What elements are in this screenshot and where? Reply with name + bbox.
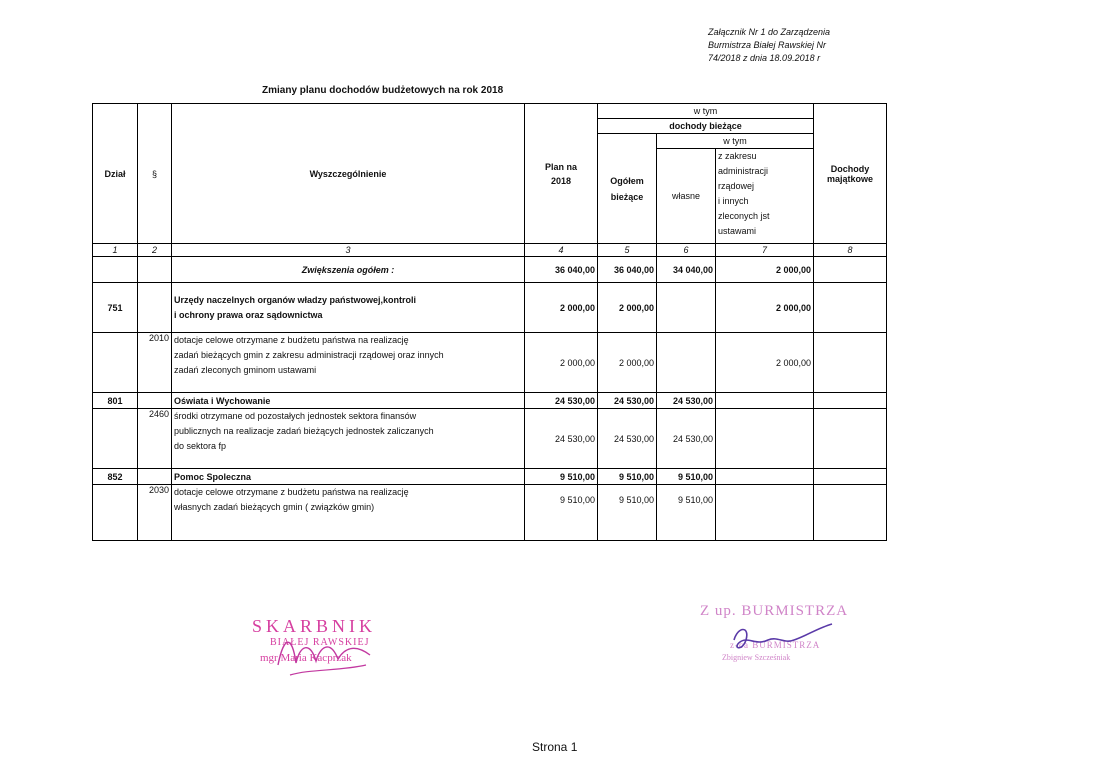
section-name: Oświata i Wychowanie — [172, 393, 525, 409]
header-ogolem-line: Ogółem — [610, 175, 644, 186]
section-zakres — [716, 469, 814, 485]
section-name-line: i ochrony prawa oraz sądownictwa — [174, 309, 323, 320]
paragraph-desc — [172, 333, 525, 393]
header-zakres-line: administracji — [718, 166, 769, 176]
header-ogolem — [598, 134, 657, 244]
page-number: Strona 1 — [532, 740, 578, 754]
header-zakres-line: z zakresu — [718, 151, 757, 161]
paragraph-code: 2030 — [138, 485, 172, 541]
stamp-name: Zbigniew Szcześniak — [722, 653, 791, 662]
header-w-tym: w tym — [598, 104, 814, 119]
paragraph-plan: 2 000,00 — [525, 333, 598, 393]
total-zakres: 2 000,00 — [716, 257, 814, 283]
column-number: 3 — [172, 244, 525, 257]
annex-note — [708, 26, 908, 65]
header-zakres-line: ustawami — [718, 226, 757, 236]
paragraph-majatkowe — [814, 409, 887, 469]
column-number: 1 — [93, 244, 138, 257]
paragraph-code: 2010 — [138, 333, 172, 393]
paragraph-desc-line: zadań bieżących gmin z zakresu administracji rządowej oraz innych — [174, 350, 444, 360]
paragraph-row — [93, 409, 887, 469]
paragraph-ogolem: 9 510,00 — [598, 485, 657, 541]
burmistrz-signature — [728, 618, 838, 658]
annex-note-line: 74/2018 z dnia 18.09.2018 r — [708, 53, 821, 63]
total-ogolem: 36 040,00 — [598, 257, 657, 283]
column-number: 6 — [657, 244, 716, 257]
column-number: 7 — [716, 244, 814, 257]
paragraph-majatkowe — [814, 485, 887, 541]
section-plan: 2 000,00 — [525, 283, 598, 333]
total-row — [93, 257, 887, 283]
paragraph-plan: 9 510,00 — [525, 485, 598, 541]
header-majatkowe-line: majątkowe — [826, 173, 874, 184]
stamp-title: SKARBNIK — [252, 616, 377, 636]
column-number: 4 — [525, 244, 598, 257]
section-plan: 9 510,00 — [525, 469, 598, 485]
paragraph-zakres — [716, 409, 814, 469]
paragraph-desc-line: publicznych na realizacje zadań bieżących jednostek zaliczanych — [174, 426, 434, 436]
stamp-sub: z-ca BURMISTRZA — [730, 640, 821, 650]
total-plan: 36 040,00 — [525, 257, 598, 283]
header-paragraf: § — [138, 104, 172, 244]
paragraph-code: 2460 — [138, 409, 172, 469]
section-wlasne: 9 510,00 — [657, 469, 716, 485]
column-number: 2 — [138, 244, 172, 257]
section-row — [93, 283, 887, 333]
stamp-sub: BIAŁEJ RAWSKIEJ — [270, 637, 370, 648]
header-wlasne: własne — [657, 149, 716, 244]
section-name — [172, 283, 525, 333]
stamp-title: Z up. BURMISTRZA — [700, 603, 849, 619]
header-plan-line: Plan na — [544, 161, 577, 172]
paragraph-majatkowe — [814, 333, 887, 393]
section-ogolem: 9 510,00 — [598, 469, 657, 485]
header-plan-line: 2018 — [550, 175, 572, 186]
header-zakres — [716, 149, 814, 244]
header-ogolem-line: bieżące — [610, 191, 644, 202]
paragraph-zakres: 2 000,00 — [716, 333, 814, 393]
total-majatkowe — [814, 257, 887, 283]
section-dzial: 751 — [93, 283, 138, 333]
paragraph-desc-line: środki otrzymane od pozostałych jednostek sektora finansów — [174, 411, 417, 421]
annex-note-line: Burmistrza Białej Rawskiej Nr — [708, 40, 827, 50]
section-wlasne: 24 530,00 — [657, 393, 716, 409]
budget-table — [92, 103, 887, 541]
section-majatkowe — [814, 393, 887, 409]
section-dzial: 801 — [93, 393, 138, 409]
header-zakres-line: i innych — [718, 196, 749, 206]
header-majatkowe — [814, 104, 887, 244]
paragraph-desc-line: własnych zadań bieżących gmin ( związków gmin) — [174, 502, 375, 512]
paragraph-ogolem: 24 530,00 — [598, 409, 657, 469]
paragraph-row — [93, 333, 887, 393]
paragraph-wlasne: 9 510,00 — [657, 485, 716, 541]
section-ogolem: 2 000,00 — [598, 283, 657, 333]
header-dochody-biezace: dochody bieżące — [598, 119, 814, 134]
column-number: 8 — [814, 244, 887, 257]
section-dzial: 852 — [93, 469, 138, 485]
header-wyszczegolnienie: Wyszczególnienie — [172, 104, 525, 244]
section-name-line: Urzędy naczelnych organów władzy państwowej,kontroli — [174, 294, 417, 305]
paragraph-row — [93, 485, 887, 541]
paragraph-desc — [172, 409, 525, 469]
header-dzial: Dział — [93, 104, 138, 244]
section-majatkowe — [814, 469, 887, 485]
annex-note-line: Załącznik Nr 1 do Zarządzenia — [708, 27, 831, 37]
section-zakres: 2 000,00 — [716, 283, 814, 333]
paragraph-desc-line: dotacje celowe otrzymane z budżetu państwa na realizację — [174, 487, 409, 497]
section-wlasne — [657, 283, 716, 333]
section-zakres — [716, 393, 814, 409]
header-w-tym-2: w tym — [657, 134, 814, 149]
paragraph-wlasne: 24 530,00 — [657, 409, 716, 469]
paragraph-wlasne — [657, 333, 716, 393]
document-title: Zmiany planu dochodów budżetowych na rok 2018 — [262, 85, 504, 96]
paragraph-plan: 24 530,00 — [525, 409, 598, 469]
section-ogolem: 24 530,00 — [598, 393, 657, 409]
paragraph-zakres — [716, 485, 814, 541]
paragraph-desc-line: dotacje celowe otrzymane z budżetu państwa na realizację — [174, 335, 409, 345]
column-number: 5 — [598, 244, 657, 257]
header-majatkowe-line: Dochody — [830, 163, 870, 174]
total-label: Zwiększenia ogółem : — [172, 257, 525, 283]
section-row — [93, 469, 887, 485]
paragraph-ogolem: 2 000,00 — [598, 333, 657, 393]
section-name: Pomoc Spoleczna — [172, 469, 525, 485]
section-majatkowe — [814, 283, 887, 333]
paragraph-desc-line: do sektora fp — [174, 441, 227, 451]
total-wlasne: 34 040,00 — [657, 257, 716, 283]
header-zakres-line: rządowej — [718, 181, 755, 191]
header-zakres-line: zleconych jst — [718, 211, 770, 221]
paragraph-desc-line: zadań zleconych gminom ustawami — [174, 365, 317, 375]
stamp-name: mgr Maria Kacprzak — [260, 652, 352, 664]
section-plan: 24 530,00 — [525, 393, 598, 409]
skarbnik-signature — [270, 625, 380, 685]
paragraph-desc — [172, 485, 525, 541]
section-row — [93, 393, 887, 409]
header-plan — [525, 104, 598, 244]
